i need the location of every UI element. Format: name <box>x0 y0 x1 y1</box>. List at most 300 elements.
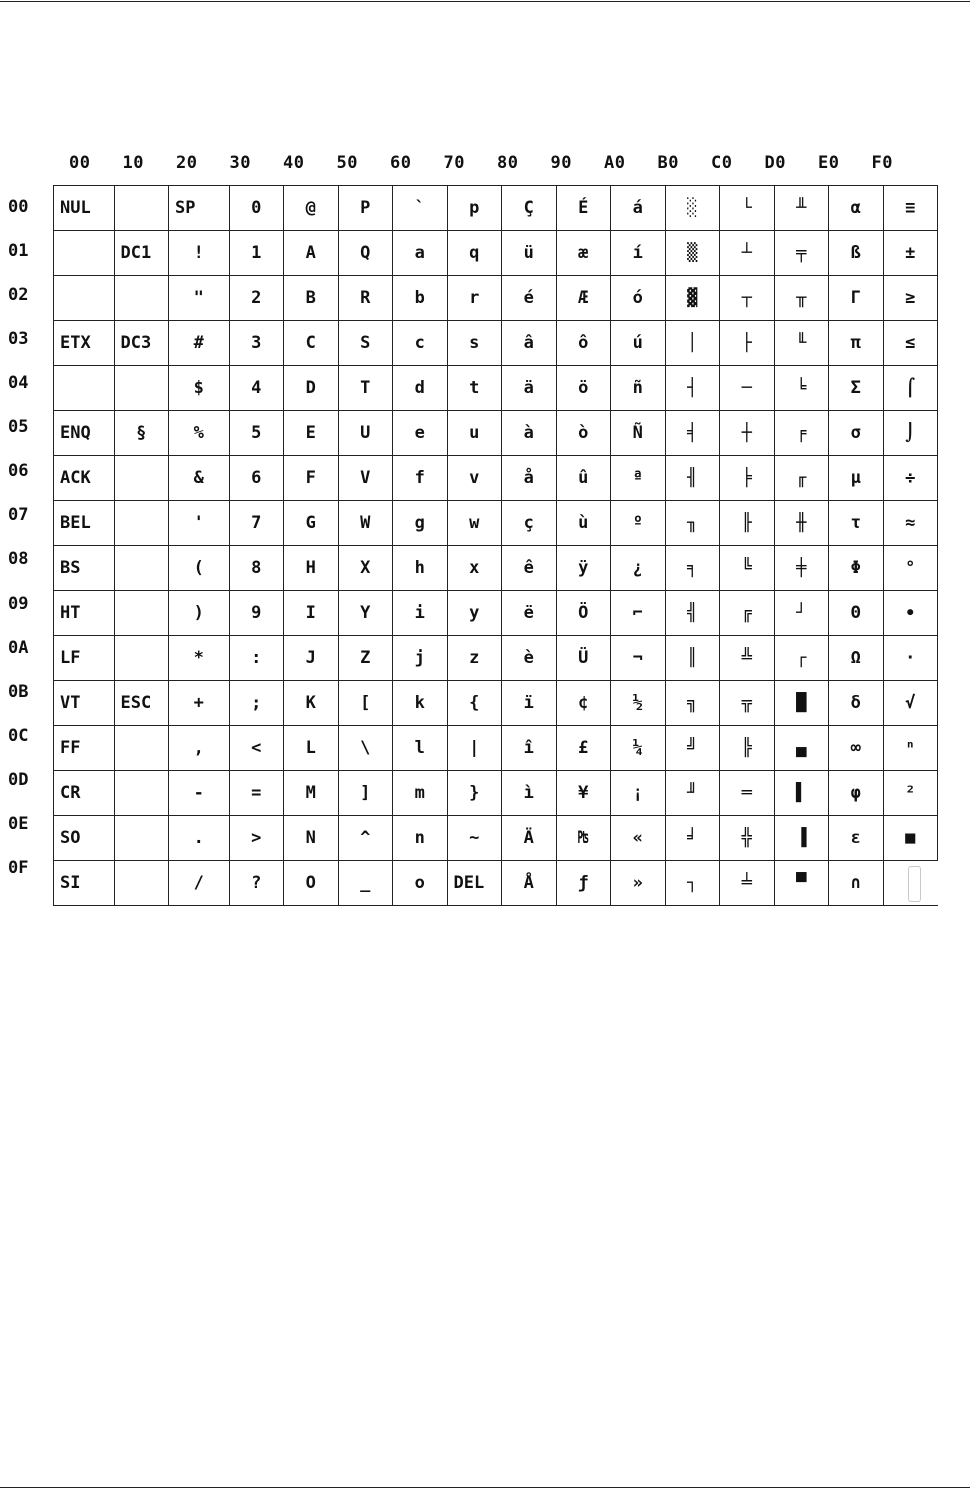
char-cell: û <box>556 456 611 501</box>
char-cell: │ <box>665 321 720 366</box>
char-cell: ë <box>502 591 557 636</box>
bottom-rule <box>0 1487 970 1488</box>
char-cell: Σ <box>829 366 884 411</box>
column-header: 30 <box>229 153 251 173</box>
char-cell: O <box>284 861 339 906</box>
char-cell: à <box>502 411 557 456</box>
char-cell: ƒ <box>556 861 611 906</box>
char-cell: N <box>284 816 339 861</box>
row-header: 00 <box>8 197 29 217</box>
char-cell: ≡ <box>883 186 938 231</box>
char-cell: ╗ <box>665 681 720 726</box>
char-cell: ' <box>169 501 230 546</box>
char-cell: A <box>284 231 339 276</box>
char-cell: ª <box>611 456 666 501</box>
char-cell <box>114 366 169 411</box>
char-cell <box>114 186 169 231</box>
char-cell: ╩ <box>720 636 775 681</box>
char-cell: ¼ <box>611 726 666 771</box>
char-cell: _ <box>338 861 393 906</box>
char-cell: | <box>447 726 502 771</box>
char-cell: ½ <box>611 681 666 726</box>
char-cell: ² <box>883 771 938 816</box>
char-cell: ó <box>611 276 666 321</box>
char-cell: î <box>502 726 557 771</box>
char-cell: * <box>169 636 230 681</box>
char-cell: SI <box>54 861 115 906</box>
table-row <box>54 366 938 411</box>
column-header: B0 <box>657 153 679 173</box>
char-cell: ? <box>229 861 284 906</box>
char-cell: 6 <box>229 456 284 501</box>
char-cell <box>114 501 169 546</box>
char-cell: " <box>169 276 230 321</box>
column-header: 40 <box>283 153 305 173</box>
char-cell: E <box>284 411 339 456</box>
char-cell <box>114 816 169 861</box>
char-cell: p <box>447 186 502 231</box>
char-cell: ╥ <box>774 276 829 321</box>
char-cell: T <box>338 366 393 411</box>
table-row <box>54 546 938 591</box>
table-row <box>54 231 938 276</box>
char-cell: ~ <box>447 816 502 861</box>
char-cell <box>114 771 169 816</box>
row-header: 03 <box>8 329 29 350</box>
char-cell: ╤ <box>774 231 829 276</box>
char-cell: 3 <box>229 321 284 366</box>
char-cell: CR <box>54 771 115 816</box>
char-cell: S <box>338 321 393 366</box>
char-cell: º <box>611 501 666 546</box>
column-header: F0 <box>871 153 893 173</box>
char-cell: n <box>393 816 448 861</box>
char-cell: ╬ <box>720 816 775 861</box>
column-header: D0 <box>764 153 786 173</box>
char-cell: r <box>447 276 502 321</box>
char-cell: ═ <box>720 771 775 816</box>
char-cell: VT <box>54 681 115 726</box>
char-cell: L <box>284 726 339 771</box>
top-rule <box>0 1 970 2</box>
char-cell: ╝ <box>665 726 720 771</box>
char-cell: { <box>447 681 502 726</box>
column-header: 60 <box>390 153 412 173</box>
char-cell: ▀ <box>774 861 829 906</box>
char-cell: @ <box>284 186 339 231</box>
char-cell: x <box>447 546 502 591</box>
char-cell: ┌ <box>774 636 829 681</box>
char-cell: ∩ <box>829 861 884 906</box>
char-cell: e <box>393 411 448 456</box>
char-cell: ╦ <box>720 681 775 726</box>
char-cell: ESC <box>114 681 169 726</box>
char-cell: s <box>447 321 502 366</box>
char-cell: ≤ <box>883 321 938 366</box>
char-cell: Θ <box>829 591 884 636</box>
char-cell: j <box>393 636 448 681</box>
char-cell: & <box>169 456 230 501</box>
char-cell: ( <box>169 546 230 591</box>
char-cell: τ <box>829 501 884 546</box>
char-cell: ╖ <box>665 501 720 546</box>
char-cell: U <box>338 411 393 456</box>
row-header: 07 <box>8 505 29 526</box>
table-row <box>54 456 938 501</box>
char-cell: ─ <box>720 366 775 411</box>
char-cell: ₧ <box>556 816 611 861</box>
table-row <box>54 186 938 231</box>
char-cell: i <box>393 591 448 636</box>
table-row <box>54 636 938 681</box>
char-cell: ± <box>883 231 938 276</box>
char-cell: É <box>556 186 611 231</box>
char-cell: ╧ <box>720 861 775 906</box>
char-cell: f <box>393 456 448 501</box>
char-cell: ¡ <box>611 771 666 816</box>
char-cell: φ <box>829 771 884 816</box>
char-cell: NUL <box>54 186 115 231</box>
char-cell: o <box>393 861 448 906</box>
char-cell: ⌡ <box>883 411 938 456</box>
row-header: 05 <box>8 417 29 438</box>
char-cell: a <box>393 231 448 276</box>
char-cell: < <box>229 726 284 771</box>
char-cell: FF <box>54 726 115 771</box>
char-cell: Γ <box>829 276 884 321</box>
char-cell: ╘ <box>774 366 829 411</box>
char-cell: # <box>169 321 230 366</box>
char-cell: 0 <box>229 186 284 231</box>
char-cell: ▄ <box>774 726 829 771</box>
char-cell: X <box>338 546 393 591</box>
char-cell: Ö <box>556 591 611 636</box>
char-cell: ┘ <box>774 591 829 636</box>
row-header: 0C <box>8 725 29 746</box>
char-cell: K <box>284 681 339 726</box>
char-cell: . <box>169 816 230 861</box>
char-cell <box>114 861 169 906</box>
char-cell: ╜ <box>665 771 720 816</box>
char-cell: ç <box>502 501 557 546</box>
char-cell: Z <box>338 636 393 681</box>
column-header: E0 <box>818 153 840 173</box>
table-row <box>54 771 938 816</box>
table-row <box>54 591 938 636</box>
char-cell: ╡ <box>665 411 720 456</box>
char-cell: R <box>338 276 393 321</box>
char-cell: ╓ <box>774 456 829 501</box>
scroll-handle[interactable] <box>908 866 921 902</box>
char-cell: â <box>502 321 557 366</box>
char-cell: m <box>393 771 448 816</box>
char-cell <box>114 591 169 636</box>
char-cell: ö <box>556 366 611 411</box>
column-header: 50 <box>336 153 358 173</box>
char-cell <box>114 276 169 321</box>
char-cell: ! <box>169 231 230 276</box>
char-cell: ù <box>556 501 611 546</box>
char-cell: ╞ <box>720 456 775 501</box>
char-cell: » <box>611 861 666 906</box>
char-cell: ╛ <box>665 816 720 861</box>
char-cell: ■ <box>883 816 938 861</box>
char-cell: d <box>393 366 448 411</box>
char-cell <box>114 456 169 501</box>
table-row <box>54 726 938 771</box>
char-cell: ╨ <box>774 186 829 231</box>
char-cell: Φ <box>829 546 884 591</box>
char-cell <box>54 366 115 411</box>
char-cell: ┤ <box>665 366 720 411</box>
char-cell: DC1 <box>114 231 169 276</box>
char-cell: J <box>284 636 339 681</box>
char-cell: D <box>284 366 339 411</box>
char-cell: ¿ <box>611 546 666 591</box>
char-cell: l <box>393 726 448 771</box>
char-cell: ) <box>169 591 230 636</box>
char-cell: æ <box>556 231 611 276</box>
char-cell: σ <box>829 411 884 456</box>
char-cell: ▌ <box>774 771 829 816</box>
char-cell: ╣ <box>665 591 720 636</box>
char-cell: ░ <box>665 186 720 231</box>
char-cell: w <box>447 501 502 546</box>
char-cell: ⌠ <box>883 366 938 411</box>
char-cell: Y <box>338 591 393 636</box>
char-cell: 4 <box>229 366 284 411</box>
char-cell: ¥ <box>556 771 611 816</box>
column-header: 70 <box>443 153 465 173</box>
char-cell: B <box>284 276 339 321</box>
char-cell: ¢ <box>556 681 611 726</box>
char-cell: P <box>338 186 393 231</box>
char-cell: ÿ <box>556 546 611 591</box>
table-row <box>54 861 938 906</box>
char-cell: 9 <box>229 591 284 636</box>
char-cell: ╕ <box>665 546 720 591</box>
char-cell: █ <box>774 681 829 726</box>
row-header: 04 <box>8 373 29 394</box>
char-cell: ETX <box>54 321 115 366</box>
char-cell: M <box>284 771 339 816</box>
char-cell: k <box>393 681 448 726</box>
char-cell: ò <box>556 411 611 456</box>
char-cell: ∞ <box>829 726 884 771</box>
character-code-table <box>53 185 938 906</box>
char-cell: ╠ <box>720 726 775 771</box>
char-cell: ` <box>393 186 448 231</box>
char-cell: C <box>284 321 339 366</box>
char-cell: 2 <box>229 276 284 321</box>
char-cell: ╚ <box>720 546 775 591</box>
char-cell: í <box>611 231 666 276</box>
row-header: 01 <box>8 241 29 262</box>
char-cell: ÷ <box>883 456 938 501</box>
char-cell: 5 <box>229 411 284 456</box>
char-cell: V <box>338 456 393 501</box>
char-cell: u <box>447 411 502 456</box>
column-header: 10 <box>122 153 144 173</box>
char-cell: Ω <box>829 636 884 681</box>
char-cell: BEL <box>54 501 115 546</box>
char-cell: BS <box>54 546 115 591</box>
char-cell: 8 <box>229 546 284 591</box>
char-cell: ACK <box>54 456 115 501</box>
char-cell: √ <box>883 681 938 726</box>
char-cell: ° <box>883 546 938 591</box>
char-cell: ┼ <box>720 411 775 456</box>
char-cell: ^ <box>338 816 393 861</box>
char-cell: ∙ <box>883 591 938 636</box>
column-header: 90 <box>550 153 572 173</box>
char-cell: SP <box>169 186 230 231</box>
char-cell: ⌐ <box>611 591 666 636</box>
char-cell: ê <box>502 546 557 591</box>
char-cell: SO <box>54 816 115 861</box>
char-cell: └ <box>720 186 775 231</box>
char-cell: ] <box>338 771 393 816</box>
char-cell: ╒ <box>774 411 829 456</box>
char-cell: HT <box>54 591 115 636</box>
char-cell: ┴ <box>720 231 775 276</box>
char-cell: ENQ <box>54 411 115 456</box>
char-cell: % <box>169 411 230 456</box>
table-row <box>54 501 938 546</box>
row-header: 0F <box>8 857 29 878</box>
char-cell <box>114 546 169 591</box>
row-headers <box>0 185 53 890</box>
char-cell: ╔ <box>720 591 775 636</box>
char-cell: LF <box>54 636 115 681</box>
char-cell: ≈ <box>883 501 938 546</box>
row-header: 08 <box>8 549 29 570</box>
char-cell: ü <box>502 231 557 276</box>
char-cell: 1 <box>229 231 284 276</box>
char-cell: = <box>229 771 284 816</box>
char-cell <box>54 276 115 321</box>
char-cell: 7 <box>229 501 284 546</box>
row-header: 02 <box>8 285 29 306</box>
char-cell: ú <box>611 321 666 366</box>
char-cell: ä <box>502 366 557 411</box>
char-cell: y <box>447 591 502 636</box>
char-cell: ┐ <box>665 861 720 906</box>
char-cell: ╙ <box>774 321 829 366</box>
char-cell: ╢ <box>665 456 720 501</box>
row-header: 09 <box>8 593 29 614</box>
char-cell: å <box>502 456 557 501</box>
char-cell: ╫ <box>774 501 829 546</box>
char-cell: } <box>447 771 502 816</box>
char-cell: g <box>393 501 448 546</box>
table-row <box>54 816 938 861</box>
char-cell: Ñ <box>611 411 666 456</box>
char-cell: ╪ <box>774 546 829 591</box>
char-cell: - <box>169 771 230 816</box>
char-cell: · <box>883 636 938 681</box>
char-cell: > <box>229 816 284 861</box>
char-cell: + <box>169 681 230 726</box>
char-cell: ┬ <box>720 276 775 321</box>
char-cell <box>114 726 169 771</box>
char-cell: ║ <box>665 636 720 681</box>
char-cell: ; <box>229 681 284 726</box>
char-cell: Q <box>338 231 393 276</box>
char-cell: é <box>502 276 557 321</box>
char-cell: Å <box>502 861 557 906</box>
column-header: C0 <box>711 153 733 173</box>
char-cell: á <box>611 186 666 231</box>
char-cell: / <box>169 861 230 906</box>
column-header: 00 <box>69 153 91 173</box>
char-cell: Ü <box>556 636 611 681</box>
table-row <box>54 411 938 456</box>
char-cell: § <box>114 411 169 456</box>
table-row <box>54 681 938 726</box>
char-cell: \ <box>338 726 393 771</box>
char-cell: ▓ <box>665 276 720 321</box>
char-cell: ▒ <box>665 231 720 276</box>
char-cell: v <box>447 456 502 501</box>
char-cell: ï <box>502 681 557 726</box>
char-cell: ε <box>829 816 884 861</box>
char-cell: ô <box>556 321 611 366</box>
char-cell: , <box>169 726 230 771</box>
char-cell: Ä <box>502 816 557 861</box>
char-cell: I <box>284 591 339 636</box>
char-cell: π <box>829 321 884 366</box>
char-cell: α <box>829 186 884 231</box>
row-header: 0D <box>8 769 29 790</box>
char-cell: è <box>502 636 557 681</box>
table-row <box>54 321 938 366</box>
row-header: 0E <box>8 813 29 834</box>
char-cell: ╟ <box>720 501 775 546</box>
char-cell <box>114 636 169 681</box>
char-cell: ß <box>829 231 884 276</box>
row-header: 0A <box>8 637 29 658</box>
row-header: 0B <box>8 681 29 702</box>
char-cell: DEL <box>447 861 502 906</box>
char-cell <box>54 231 115 276</box>
char-cell: z <box>447 636 502 681</box>
column-headers <box>53 148 909 178</box>
char-cell: F <box>284 456 339 501</box>
char-cell: Æ <box>556 276 611 321</box>
char-cell: h <box>393 546 448 591</box>
char-cell: W <box>338 501 393 546</box>
char-cell: ⁿ <box>883 726 938 771</box>
char-cell: £ <box>556 726 611 771</box>
char-cell: ≥ <box>883 276 938 321</box>
column-header: 80 <box>497 153 519 173</box>
char-cell: b <box>393 276 448 321</box>
column-header: A0 <box>604 153 626 173</box>
column-header: 20 <box>176 153 198 173</box>
table-row <box>54 276 938 321</box>
char-cell: H <box>284 546 339 591</box>
char-cell: t <box>447 366 502 411</box>
char-cell: « <box>611 816 666 861</box>
char-cell: DC3 <box>114 321 169 366</box>
char-cell: µ <box>829 456 884 501</box>
char-cell: [ <box>338 681 393 726</box>
char-cell: ▐ <box>774 816 829 861</box>
char-cell: δ <box>829 681 884 726</box>
char-cell: Ç <box>502 186 557 231</box>
char-cell: ¬ <box>611 636 666 681</box>
